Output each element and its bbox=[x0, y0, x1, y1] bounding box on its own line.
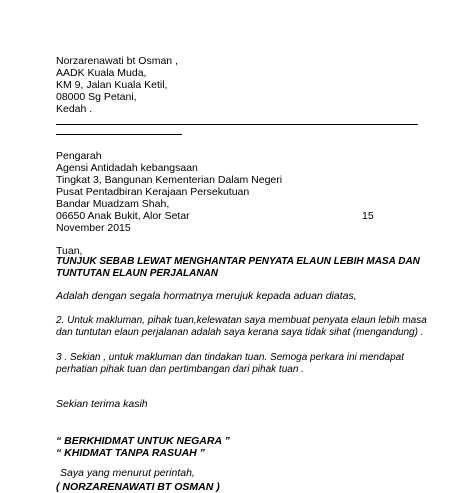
recipient-postcode-city: 06650 Anak Bukit, Alor Setar bbox=[56, 210, 190, 222]
paragraph-3-line-2: perhatian pihak tuan dan pertimbangan dari pihak tuan . bbox=[56, 364, 304, 375]
paragraph-2-line-2: dan tuntutan elaun perjalanan adalah saya kerana saya tidak sihat (mengandung) . bbox=[56, 327, 424, 338]
paragraph-3-line-1: 3 . Sekian , untuk makluman dan tindakan tuan. Semoga perkara ini mendapat bbox=[56, 352, 404, 363]
motto-line-1: “ BERKHIDMAT UNTUK NEGARA ” bbox=[56, 435, 230, 447]
sign-off: Saya yang menurut perintah, bbox=[60, 467, 195, 479]
signature-name: ( NORZARENAWATI BT OSMAN ) bbox=[56, 481, 220, 493]
subject-line-1: TUNJUK SEBAB LEWAT MENGHANTAR PENYATA ELAUN LEBIH MASA DAN bbox=[56, 256, 420, 267]
closing-line: Sekian terima kasih bbox=[56, 398, 148, 410]
motto-line-2: “ KHIDMAT TANPA RASUAH ” bbox=[56, 447, 205, 459]
letter-date-day: 15 bbox=[362, 210, 374, 222]
intro-paragraph: Adalah dengan segala hormatnya merujuk kepada aduan diatas, bbox=[56, 290, 357, 302]
recipient-complex: Pusat Pentadbiran Kerajaan Persekutuan bbox=[56, 186, 250, 198]
sender-state: Kedah . bbox=[56, 103, 93, 115]
salutation: Tuan, bbox=[56, 245, 83, 257]
recipient-town: Bandar Muadzam Shah, bbox=[56, 198, 170, 210]
sender-street: KM 9, Jalan Kuala Ketil, bbox=[56, 79, 168, 91]
paragraph-2-line-1: 2. Untuk makluman, pihak tuan,kelewatan saya membuat penyata elaun lebih masa bbox=[56, 315, 427, 326]
sender-office: AADK Kuala Muda, bbox=[56, 67, 147, 79]
header-divider-short bbox=[56, 134, 182, 135]
recipient-title: Pengarah bbox=[56, 150, 102, 162]
subject-line-2: TUNTUTAN ELAUN PERJALANAN bbox=[56, 268, 219, 279]
sender-name: Norzarenawati bt Osman , bbox=[56, 55, 178, 67]
header-divider-long bbox=[56, 124, 418, 125]
recipient-agency: Agensi Antidadah kebangsaan bbox=[56, 162, 198, 174]
recipient-building: Tingkat 3, Bangunan Kementerian Dalam Negeri bbox=[56, 174, 283, 186]
letter-date-month-year: November 2015 bbox=[56, 222, 131, 234]
sender-postcode-city: 08000 Sg Petani, bbox=[56, 91, 137, 103]
